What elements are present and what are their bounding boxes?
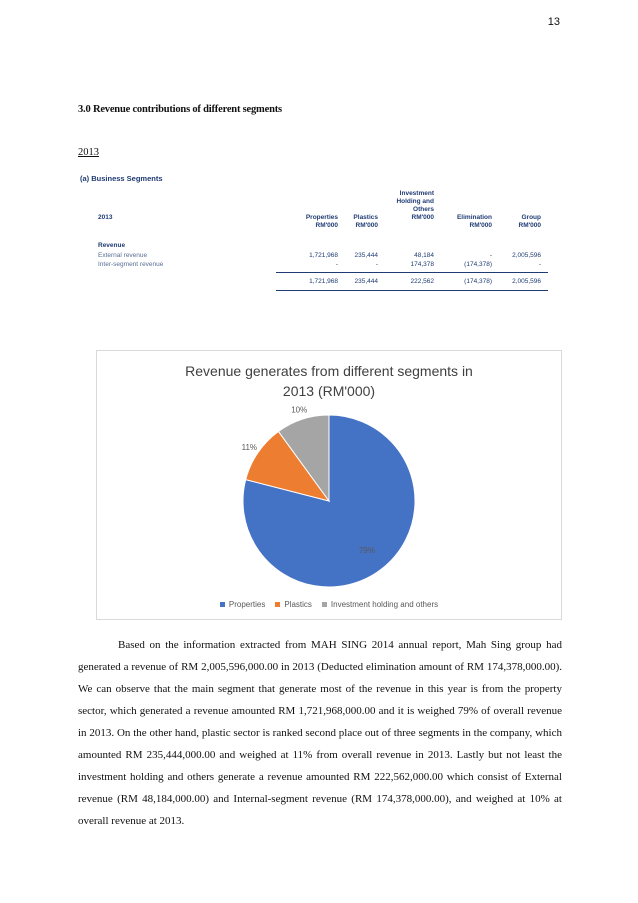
page-number: 13 [547, 16, 560, 28]
table-total-cell: 235,444 [354, 278, 378, 285]
legend-item-plastics [275, 600, 312, 609]
table-cell: 235,444 [354, 252, 378, 259]
legend-item-investment [322, 600, 438, 609]
row-label-inter-segment: Inter-segment revenue [98, 261, 164, 268]
table-total-cell: 1,721,968 [309, 278, 338, 285]
legend-label: Investment holding and others [330, 600, 439, 609]
revenue-pie-chart [96, 350, 562, 620]
legend-label: Properties [228, 600, 266, 609]
table-rule [276, 290, 548, 291]
col-head-properties: Properties RM'000 [305, 214, 338, 229]
table-total-cell: (174,378) [464, 278, 492, 285]
legend-swatch [220, 602, 225, 607]
section-heading: 3.0 Revenue contributions of different segments [78, 104, 282, 115]
data-label-investment: 10% [291, 405, 308, 415]
business-segments-table [78, 172, 548, 302]
chart-legend [97, 600, 561, 609]
table-total-cell: 2,005,596 [512, 278, 541, 285]
col-head-investment: Investment Holding and Others RM'000 [396, 190, 434, 221]
data-label-properties: 79% [358, 545, 375, 555]
legend-swatch [275, 602, 280, 607]
revenue-heading: Revenue [98, 242, 126, 249]
legend-swatch [322, 602, 327, 607]
chart-title-line-1: Revenue generates from different segments in [185, 363, 473, 379]
table-cell: 174,378 [410, 261, 434, 268]
table-cell: - [538, 261, 541, 268]
table-title: (a) Business Segments [80, 174, 163, 183]
table-cell: 48,184 [414, 252, 434, 259]
chart-title-line-2: 2013 (RM'000) [282, 383, 376, 399]
year-label: 2013 [78, 147, 99, 158]
table-cell: - [375, 261, 378, 268]
row-label-external: External revenue [98, 252, 148, 259]
legend-label: Plastics [284, 600, 312, 609]
legend-item-properties [220, 600, 265, 609]
table-total-cell: 222,562 [410, 278, 434, 285]
table-cell: - [489, 252, 492, 259]
table-rule [276, 272, 548, 273]
col-head-plastics: Plastics RM'000 [353, 214, 378, 229]
body-paragraph [78, 634, 562, 832]
data-label-plastics: 11% [241, 442, 258, 452]
col-head-elimination: Elimination RM'000 [456, 214, 492, 229]
table-cell: 2,005,596 [512, 252, 541, 259]
table-cell: 1,721,968 [309, 252, 338, 259]
col-head-group: Group RM'000 [518, 214, 541, 229]
table-cell: - [335, 261, 338, 268]
table-year: 2013 [98, 214, 113, 221]
pie-svg [97, 351, 561, 619]
paragraph-text: Based on the information extracted from MAH SING 2014 annual report, Mah Sing group had generated a revenue of RM 2,005,596,000.00 in 2013 (Deducted elimination amount of RM 174,378,000.00). We can observe that the main segment that generate most of the revenue in this year is from the property sector, which generated a revenue amounted RM 1,721,968,000.00 and it is weighed 79% of overall revenue in 2013. On the other hand, plastic sector is ranked second place out of three segments in the company, which amounted RM 235,444,000.00 and weighed at 11% from overall revenue in 2013. Lastly but not least the investment holding and others generate a revenue amounted RM 222,562,000.00 which consist of External revenue (RM 48,184,000.00) and Internal-segment revenue (RM 174,378,000.00), and weighed at 10% at overall revenue at 2013. [78, 639, 562, 827]
table-cell: (174,378) [464, 261, 492, 268]
